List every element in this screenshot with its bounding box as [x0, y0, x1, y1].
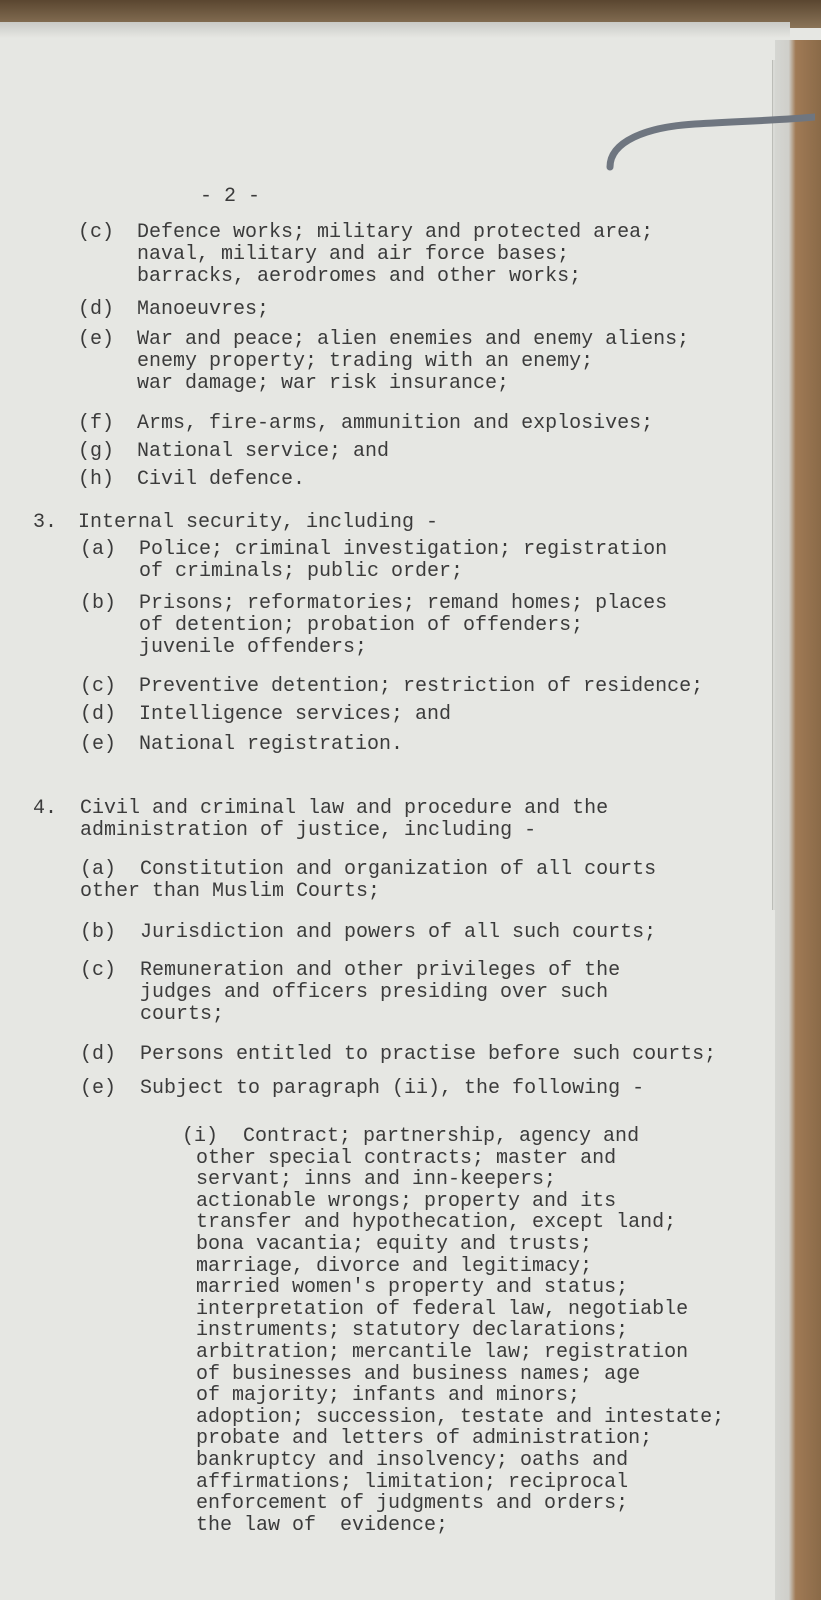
clause-label: (a) [80, 538, 117, 561]
clause-label: (d) [80, 703, 117, 726]
clause-text-line: National registration. [139, 733, 404, 756]
clause-label: (d) [80, 1043, 117, 1066]
clause-text-line: Prisons; reformatories; remand homes; places [139, 592, 668, 615]
clause-text-line: bankruptcy and insolvency; oaths and [196, 1449, 629, 1472]
clause-label: (g) [78, 440, 115, 463]
clause-label: (i) [182, 1125, 219, 1148]
clause-label: 3. [33, 511, 58, 534]
clause-text-line: Remuneration and other privileges of the [140, 959, 621, 982]
clause-text-line: Defence works; military and protected area; [137, 221, 654, 244]
clause-text-line: Civil and criminal law and procedure and the [80, 797, 609, 820]
clause-text-line: courts; [140, 1003, 225, 1026]
clause-text-line: of criminals; public order; [139, 560, 464, 583]
clause-label: (h) [78, 468, 115, 491]
clause-label: (e) [78, 328, 115, 351]
clause-text-line: instruments; statutory declarations; [196, 1319, 629, 1343]
clause-text-line: War and peace; alien enemies and enemy aliens; [137, 328, 690, 351]
clause-text-line: juvenile offenders; [139, 636, 368, 659]
clause-text-line: other special contracts; master and [196, 1146, 617, 1170]
clause-text-line: of detention; probation of offenders; [139, 614, 584, 637]
clause-text-line: enemy property; trading with an enemy; [137, 350, 594, 373]
clause-text-line: affirmations; limitation; reciprocal [196, 1470, 629, 1494]
clause-text-line: probate and letters of administration; [196, 1427, 653, 1451]
clause-text-line: Persons entitled to practise before such courts; [140, 1043, 717, 1066]
clause-text-line: Arms, fire-arms, ammunition and explosives; [137, 412, 654, 435]
clause-text-line: the law of evidence; [196, 1513, 449, 1537]
page-number: - 2 - [200, 185, 261, 208]
clause-text-line: Jurisdiction and powers of all such courts; [140, 921, 657, 944]
paper-top-shadow [0, 22, 790, 38]
clause-text-line: Subject to paragraph (ii), the following - [140, 1077, 645, 1100]
clause-label: (d) [78, 298, 115, 321]
clause-text-line: Intelligence services; and [139, 703, 452, 726]
clause-label: (c) [78, 221, 115, 244]
folder-edge [775, 40, 821, 1600]
clause-text-line: judges and officers presiding over such [140, 981, 609, 1004]
clause-text-line: war damage; war risk insurance; [137, 372, 510, 395]
clause-label: (b) [80, 592, 117, 615]
clause-text-line: Manoeuvres; [137, 298, 270, 321]
clause-label: (a) [80, 858, 117, 881]
clause-label: (c) [80, 959, 117, 982]
clause-text-line: Constitution and organization of all courts [140, 858, 657, 881]
clause-text-line: transfer and hypothecation, except land; [196, 1211, 677, 1235]
clause-text-line: Contract; partnership, agency and [243, 1125, 640, 1148]
clause-text-line: of majority; infants and minors; [196, 1384, 581, 1408]
clause-text-line: Police; criminal investigation; registration [139, 538, 668, 561]
clause-text-line: Internal security, including - [78, 511, 439, 534]
clause-label: (b) [80, 921, 117, 944]
clause-text-line: actionable wrongs; property and its [196, 1189, 617, 1213]
clause-text-line: arbitration; mercantile law; registration [196, 1341, 689, 1364]
clause-text-line: other than Muslim Courts; [80, 880, 381, 903]
clause-text-line: National service; and [137, 440, 390, 463]
clause-label: (f) [78, 412, 115, 435]
binding-string-icon [605, 112, 815, 172]
clause-label: 4. [33, 797, 58, 820]
clause-text-line: Civil defence. [137, 468, 306, 491]
clause-label: (e) [80, 1077, 117, 1100]
clause-text-line: enforcement of judgments and orders; [196, 1492, 629, 1516]
clause-text-line: barracks, aerodromes and other works; [137, 265, 582, 288]
clause-text-line: of businesses and business names; age [196, 1362, 641, 1386]
clause-text-line: married women's property and status; [196, 1276, 629, 1300]
clause-text-line: Preventive detention; restriction of residence; [139, 675, 704, 698]
clause-text-line: servant; inns and inn-keepers; [196, 1168, 557, 1192]
clause-text-line: adoption; succession, testate and intestate; [196, 1405, 725, 1429]
clause-text-line: naval, military and air force bases; [137, 243, 570, 266]
clause-label: (c) [80, 675, 117, 698]
clause-text-line: marriage, divorce and legitimacy; [196, 1254, 593, 1278]
clause-text-line: interpretation of federal law, negotiable [196, 1297, 689, 1321]
clause-text-line: administration of justice, including - [80, 819, 537, 842]
clause-label: (e) [80, 733, 117, 756]
clause-text-line: bona vacantia; equity and trusts; [196, 1233, 593, 1256]
